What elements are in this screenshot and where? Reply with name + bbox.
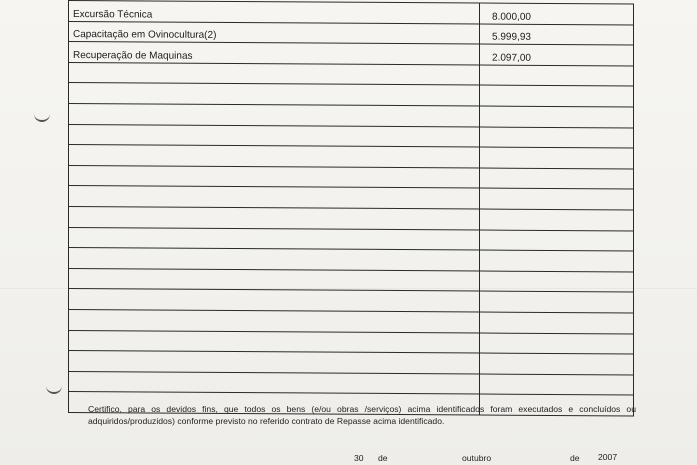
item-value-cell bbox=[480, 209, 634, 231]
items-table bbox=[68, 0, 634, 416]
item-value-cell bbox=[480, 168, 634, 190]
certification-text: Certifico, para os devidos fins, que todos os bens (e/ou obras /serviços) acima identificados foram executados e concluídos ou adquiridos/produzidos) conforme previsto no referido contrato de Repasse acima identificado. bbox=[88, 403, 636, 426]
item-value-cell: 8.000,00 bbox=[480, 3, 634, 25]
item-description-cell bbox=[69, 371, 480, 394]
item-description-cell bbox=[69, 62, 480, 85]
item-description-cell bbox=[69, 289, 480, 312]
items-table-wrapper bbox=[68, 0, 634, 392]
table-row bbox=[69, 42, 634, 66]
item-description-cell bbox=[69, 103, 480, 126]
item-value-cell bbox=[480, 85, 634, 107]
item-description-cell bbox=[69, 248, 480, 271]
item-value-cell bbox=[480, 353, 634, 375]
date-day: 30 bbox=[354, 453, 364, 463]
item-description-cell bbox=[69, 186, 480, 209]
item-value-cell bbox=[480, 230, 634, 252]
item-description-cell: Excursão Técnica bbox=[69, 1, 480, 24]
item-value-cell: 2.097,00 bbox=[480, 44, 634, 66]
item-value-cell bbox=[480, 291, 634, 313]
item-description-cell bbox=[69, 124, 480, 147]
item-description-cell bbox=[69, 309, 480, 332]
item-value-cell bbox=[480, 127, 634, 149]
item-value-cell bbox=[480, 333, 634, 355]
item-value-cell: 5.999,93 bbox=[480, 24, 634, 46]
date-de-1: de bbox=[378, 453, 388, 463]
item-description-cell bbox=[69, 165, 480, 188]
item-value-cell bbox=[480, 312, 634, 334]
item-description-cell bbox=[69, 145, 480, 168]
item-value-cell bbox=[480, 250, 634, 272]
item-description-cell bbox=[69, 330, 480, 353]
item-value-cell bbox=[480, 271, 634, 293]
item-description-cell: Capacitação em Ovinocultura(2) bbox=[69, 21, 480, 44]
table-row bbox=[69, 21, 634, 45]
hole-punch-mark bbox=[34, 112, 50, 122]
item-value-cell bbox=[480, 188, 634, 210]
item-value-cell bbox=[480, 147, 634, 169]
item-description-cell bbox=[69, 206, 480, 229]
date-year: 2007 bbox=[598, 452, 618, 462]
item-description-cell bbox=[69, 351, 480, 374]
item-value-cell bbox=[480, 106, 634, 128]
date-de-2: de bbox=[570, 453, 580, 463]
item-description-cell: Recuperação de Maquinas bbox=[69, 42, 480, 65]
item-value-cell bbox=[480, 65, 634, 87]
hole-punch-mark bbox=[46, 384, 62, 394]
item-description-cell bbox=[69, 83, 480, 106]
item-description-cell bbox=[69, 227, 480, 250]
item-value-cell bbox=[480, 374, 634, 396]
date-month: outubro bbox=[462, 453, 492, 463]
item-description-cell bbox=[69, 268, 480, 291]
items-table-body bbox=[69, 1, 634, 416]
